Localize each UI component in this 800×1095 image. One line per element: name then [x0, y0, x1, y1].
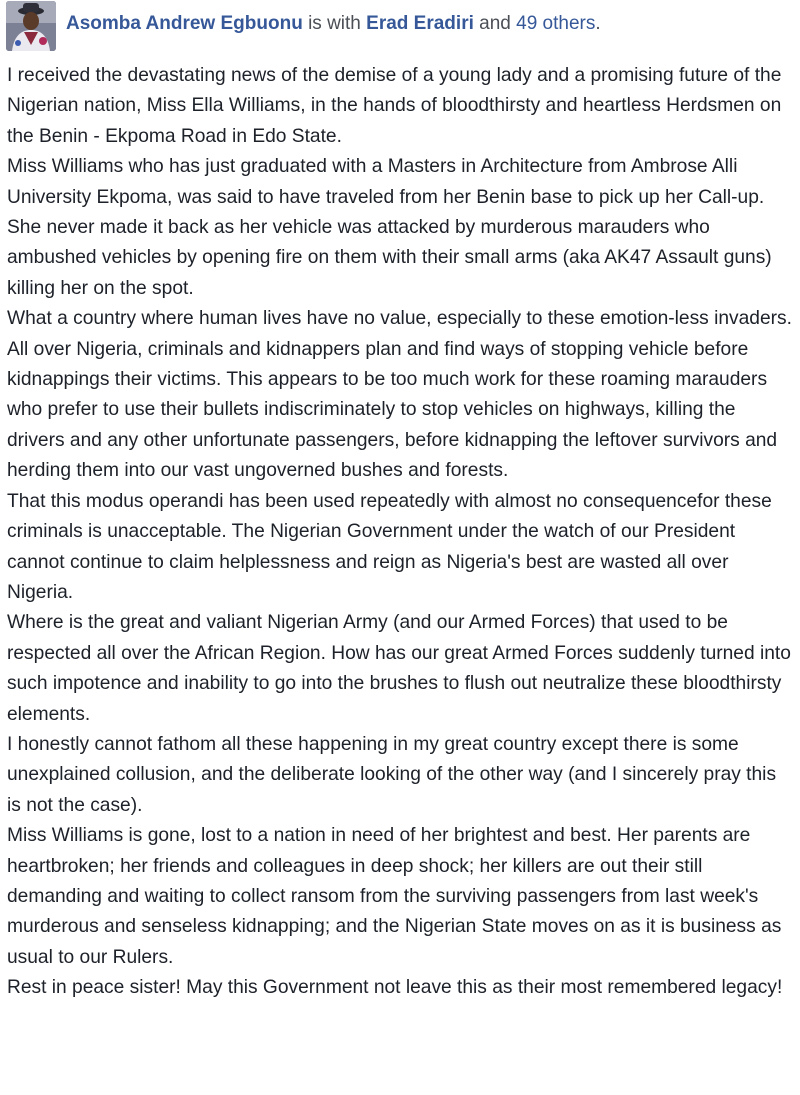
- profile-photo-icon: [6, 1, 56, 51]
- post-paragraph-1: I received the devastating news of the demise of a young lady and a promising future of the Nigerian nation, Miss Ella Williams, in the hands of bloodthirsty and heartless Herdsmen on the Benin - Ekpoma Road in Edo State.: [7, 65, 782, 147]
- post-paragraph-6: Where is the great and valiant Nigerian Army (and our Armed Forces) that used to be respected all over the African Region. How has our great Armed Forces suddenly turned into such impotence and inability to go into the brushes to flush out neutralize these bloodthirsty elements.: [7, 612, 791, 725]
- post-header-text: [66, 12, 601, 36]
- and-text: and: [479, 13, 511, 34]
- post-header: [6, 0, 796, 52]
- post-body: [7, 61, 795, 1004]
- with-text: is with: [308, 13, 361, 34]
- header-period: .: [595, 13, 601, 34]
- post-paragraph-8: Miss Williams is gone, lost to a nation in need of her brightest and best. Her parents are heartbroken; her friends and colleagues in deep shock; her killers are out their still demanding and waiting to collect ransom from the surviving passengers from last week's murderous and senseless kidnapping; and the Nigerian State moves on as it is business as usual to our Rulers.: [7, 825, 782, 968]
- post-paragraph-4: All over Nigeria, criminals and kidnappers plan and find ways of stopping vehicle before kidnappings their victims. This appears to be too much work for these roaming marauders who prefer to use their bullets indiscriminately to stop vehicles on highways, killing the drivers and any other unfortunate passengers, before kidnapping the leftover survivors and herding them into our vast ungoverned bushes and forests.: [7, 338, 778, 482]
- post-paragraph-3: What a country where human lives have no value, especially to these emotion-less invaders.: [7, 308, 792, 330]
- author-avatar[interactable]: [6, 1, 56, 51]
- post-paragraph-7: I honestly cannot fathom all these happening in my great country except there is some unexplained collusion, and the deliberate looking of the other way (and I sincerely pray this is not the case).: [7, 733, 777, 816]
- author-name-link[interactable]: Asomba Andrew Egbuonu: [66, 13, 303, 34]
- others-link[interactable]: 49 others: [516, 13, 596, 34]
- post-paragraph-2: Miss Williams who has just graduated with a Masters in Architecture from Ambrose Alli University Ekpoma, was said to have traveled from her Benin base to pick up her Call-up. She never made it back as her vehicle was attacked by murderous marauders who ambushed vehicles by opening fire on them with their small arms (aka AK47 Assault guns) killing her on the spot.: [7, 156, 772, 299]
- post-paragraph-9: Rest in peace sister! May this Government not leave this as their most remembered legacy!: [7, 977, 783, 999]
- post-paragraph-5: That this modus operandi has been used repeatedly with almost no consequencefor these criminals is unacceptable. The Nigerian Government under the watch of our President cannot continue to claim helplessness and reign as Nigeria's best are wasted all over Nigeria.: [7, 490, 772, 603]
- tagged-name-link[interactable]: Erad Eradiri: [366, 13, 474, 34]
